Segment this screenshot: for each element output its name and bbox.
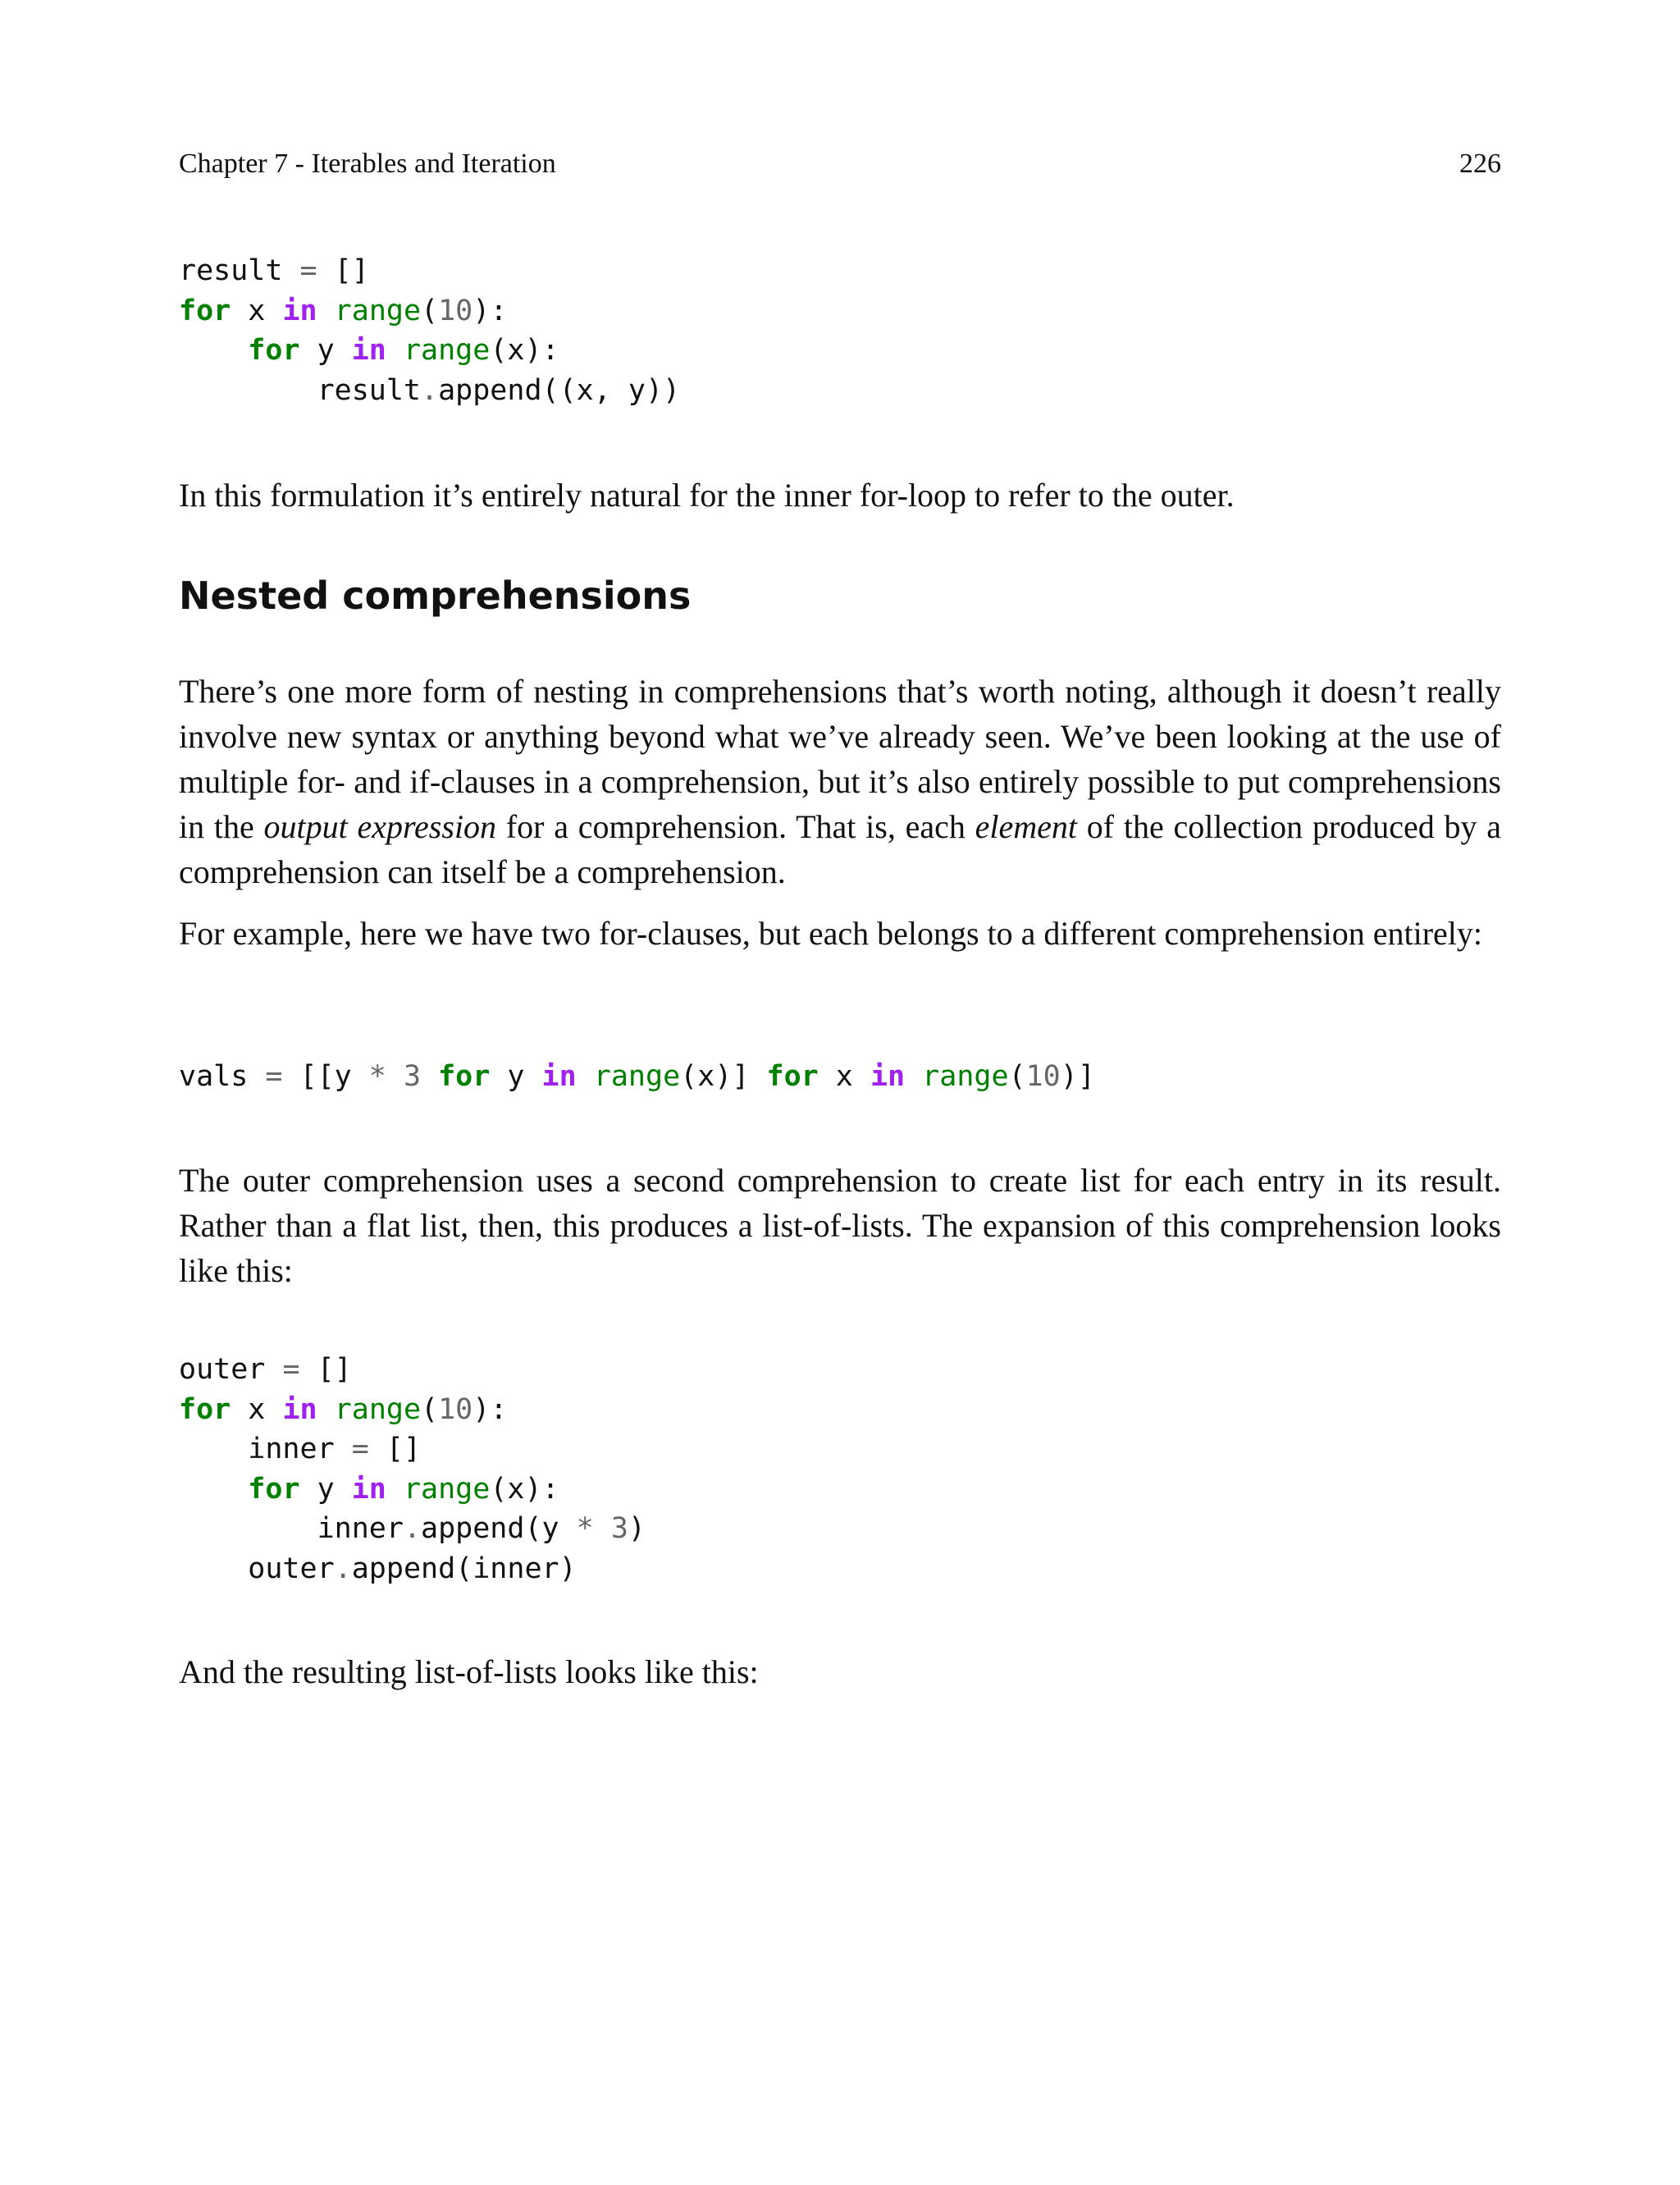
code-text: ): <box>472 294 508 327</box>
code-text <box>386 1060 404 1093</box>
code-builtin: range <box>922 1060 1009 1093</box>
code-text <box>905 1060 922 1093</box>
code-text: [] <box>299 1353 352 1386</box>
code-block-comprehension <box>179 1057 1095 1097</box>
code-keyword: for <box>248 334 300 367</box>
page-number: 226 <box>1459 149 1501 179</box>
code-indent <box>179 1473 248 1506</box>
code-in-operator: in <box>870 1060 906 1093</box>
code-text: y <box>490 1060 542 1093</box>
code-text: vals <box>179 1060 266 1093</box>
section-heading: Nested comprehensions <box>179 574 692 618</box>
paragraph-text: for a comprehension. That is, each <box>496 808 975 845</box>
code-operator: = <box>265 1060 283 1093</box>
code-text: outer <box>179 1552 335 1585</box>
code-builtin: range <box>403 334 491 367</box>
code-text: [[y <box>282 1060 369 1093</box>
code-text: result <box>179 254 300 287</box>
code-text: inner <box>179 1433 352 1465</box>
code-text: x <box>231 294 283 327</box>
code-operator: . <box>334 1552 352 1585</box>
emphasis-text: element <box>975 808 1077 845</box>
code-keyword: for <box>438 1060 491 1093</box>
code-text: result <box>179 373 422 407</box>
code-block-expansion <box>179 1350 646 1588</box>
code-operator: = <box>282 1353 300 1386</box>
chapter-title: Chapter 7 - Iterables and Iteration <box>179 149 556 179</box>
code-text <box>386 334 404 367</box>
code-in-operator: in <box>282 1392 317 1426</box>
code-number: 10 <box>1025 1060 1061 1093</box>
code-number: 3 <box>403 1060 422 1093</box>
code-builtin: range <box>593 1060 681 1093</box>
code-text: [] <box>368 1433 422 1465</box>
code-operator: = <box>351 1433 369 1465</box>
body-paragraph: In this formulation it’s entirely natural for the inner for-loop to refer to the outer. <box>179 477 1235 514</box>
code-builtin: range <box>334 294 422 327</box>
body-paragraph <box>179 669 1501 894</box>
code-in-operator: in <box>351 334 386 367</box>
code-text <box>317 295 335 327</box>
code-text <box>421 1060 438 1093</box>
body-paragraph: For example, here we have two for-clauses, but each belongs to a different comprehension entirely: <box>179 915 1483 952</box>
code-text: y <box>299 334 352 367</box>
code-in-operator: in <box>282 294 317 327</box>
code-text: )] <box>1060 1060 1095 1093</box>
code-in-operator: in <box>541 1060 577 1093</box>
code-number: 3 <box>610 1512 628 1545</box>
body-paragraph: The outer comprehension uses a second comprehension to create list for each entry in its result. Rather than a flat list, then, this produces a list-of-lists. The expansion of this comprehension looks like this: <box>179 1162 1501 1289</box>
code-indent <box>179 334 248 367</box>
code-text <box>386 1473 404 1506</box>
code-text: ): <box>472 1392 508 1426</box>
code-operator: . <box>403 1512 422 1545</box>
paragraph-text: of the collection produced by a comprehension can itself be a comprehension. <box>179 808 1501 890</box>
code-block-nested-loop <box>179 251 680 410</box>
code-text: outer <box>179 1353 283 1386</box>
code-text: inner <box>179 1512 404 1545</box>
paragraph-text: There’s one more form of nesting in comprehensions that’s worth noting, although it doesn’t really involve new syntax or anything beyond what we’ve already seen. We’ve been looking at the use of multiple for- and if-clauses in a comprehension, but it’s also entirely possible to put comprehensions in the <box>179 673 1501 845</box>
code-text: (x): <box>490 1472 559 1506</box>
code-keyword: for <box>179 294 231 327</box>
code-text <box>577 1060 594 1093</box>
body-paragraph: And the resulting list-of-lists looks like this: <box>179 1653 759 1690</box>
code-builtin: range <box>334 1392 422 1426</box>
emphasis-text: output expression <box>263 808 497 845</box>
code-text: y <box>299 1472 352 1506</box>
code-text: ( <box>421 1392 439 1426</box>
code-text <box>594 1512 611 1545</box>
code-number: 10 <box>438 294 473 327</box>
code-operator: * <box>368 1060 386 1093</box>
code-in-operator: in <box>351 1472 386 1506</box>
code-text: x <box>231 1392 283 1426</box>
code-text: [] <box>317 254 369 287</box>
code-text: append((x, y)) <box>438 373 681 407</box>
code-text: append(inner) <box>351 1552 577 1585</box>
code-builtin: range <box>403 1472 491 1506</box>
code-text <box>317 1393 335 1426</box>
code-text: ) <box>628 1512 646 1545</box>
code-text: ( <box>1008 1060 1026 1093</box>
code-keyword: for <box>248 1472 300 1506</box>
code-keyword: for <box>766 1060 819 1093</box>
code-text: (x)] <box>680 1060 767 1093</box>
code-operator: = <box>299 254 317 287</box>
code-text: (x): <box>490 334 559 367</box>
code-number: 10 <box>438 1392 473 1426</box>
code-text: ( <box>421 294 439 327</box>
code-operator: * <box>576 1512 594 1545</box>
code-operator: . <box>421 373 439 407</box>
code-keyword: for <box>179 1392 231 1426</box>
code-text: x <box>818 1060 870 1093</box>
code-text: append(y <box>421 1512 577 1545</box>
